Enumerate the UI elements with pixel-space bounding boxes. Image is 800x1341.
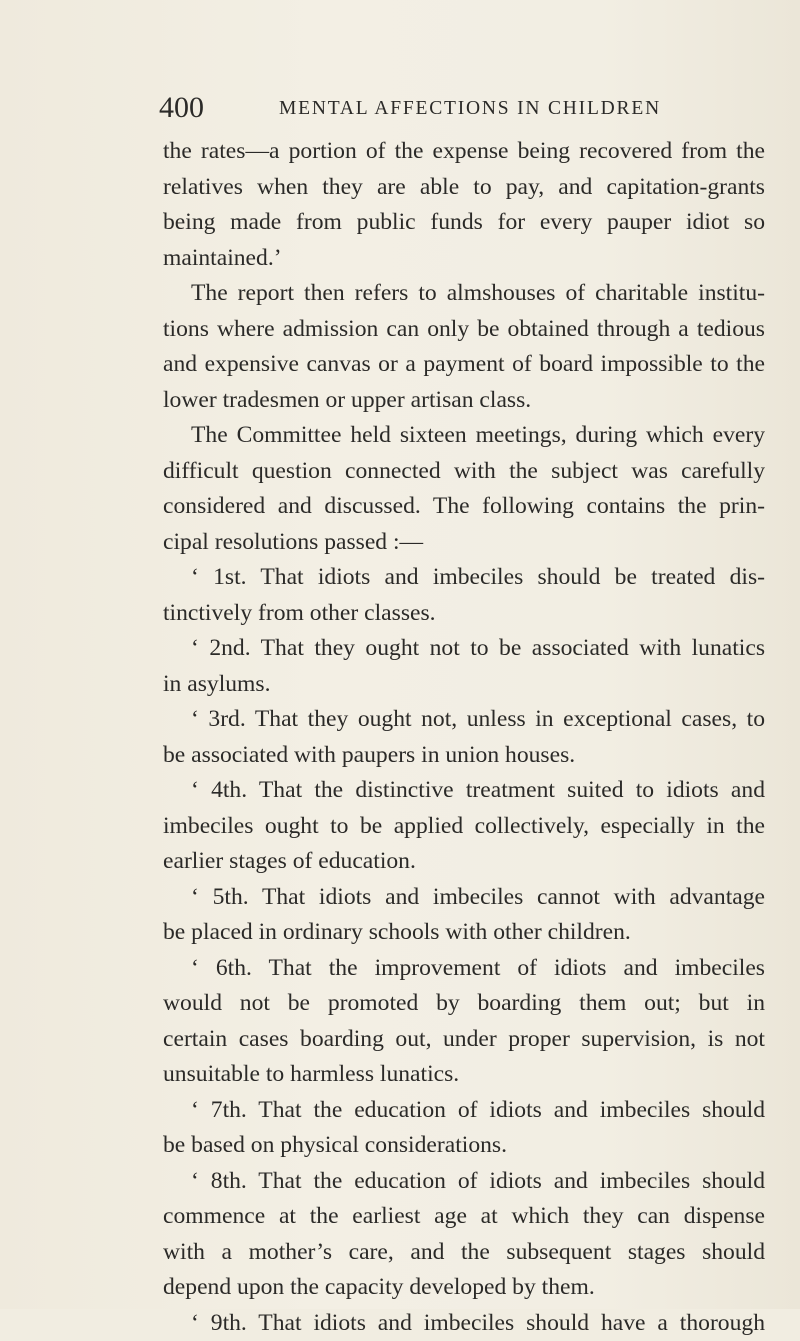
text-line: commence at the earliest age at which they can dispense (163, 1199, 765, 1235)
text-line: ‘ 1st. That idiots and imbeciles should be treated dis- (163, 560, 765, 596)
text-line: The report then refers to almshouses of charitable institu- (163, 276, 765, 312)
text-line: be associated with paupers in union houses. (163, 738, 765, 774)
text-line: difficult question connected with the subject was carefully (163, 454, 765, 490)
text-line: ‘ 3rd. That they ought not, unless in exceptional cases, to (163, 702, 765, 738)
text-line: tions where admission can only be obtained through a tedious (163, 312, 765, 348)
text-line: unsuitable to harmless lunatics. (163, 1057, 765, 1093)
text-line: The Committee held sixteen meetings, during which every (163, 418, 765, 454)
text-line: with a mother’s care, and the subsequent stages should (163, 1235, 765, 1271)
text-line: ‘ 4th. That the distinctive treatment suited to idiots and (163, 773, 765, 809)
text-line: in asylums. (163, 667, 765, 703)
text-line: and expensive canvas or a payment of board impossible to the (163, 347, 765, 383)
text-line: cipal resolutions passed :— (163, 525, 765, 561)
text-line: be placed in ordinary schools with other children. (163, 915, 765, 951)
page-header (159, 88, 679, 128)
text-line: considered and discussed. The following contains the prin- (163, 489, 765, 525)
text-line: certain cases boarding out, under proper supervision, is not (163, 1022, 765, 1058)
text-line: ‘ 8th. That the education of idiots and imbeciles should (163, 1164, 765, 1200)
text-line: depend upon the capacity developed by them. (163, 1270, 765, 1306)
text-line: maintained.’ (163, 241, 765, 277)
text-line: tinctively from other classes. (163, 596, 765, 632)
body-text (163, 134, 765, 1341)
text-line: be based on physical considerations. (163, 1128, 765, 1164)
text-line: ‘ 9th. That idiots and imbeciles should have a thorough (163, 1306, 765, 1341)
text-line: ‘ 6th. That the improvement of idiots and imbeciles (163, 951, 765, 987)
running-head: MENTAL AFFECTIONS IN CHILDREN (279, 94, 661, 124)
text-line: would not be promoted by boarding them out; but in (163, 986, 765, 1022)
text-line: ‘ 2nd. That they ought not to be associated with lunatics (163, 631, 765, 667)
page-number: 400 (159, 88, 204, 128)
text-line: being made from public funds for every pauper idiot so (163, 205, 765, 241)
text-line: ‘ 7th. That the education of idiots and imbeciles should (163, 1093, 765, 1129)
text-line: lower tradesmen or upper artisan class. (163, 383, 765, 419)
text-line: the rates—a portion of the expense being recovered from the (163, 134, 765, 170)
text-line: imbeciles ought to be applied collectively, especially in the (163, 809, 765, 845)
text-line: ‘ 5th. That idiots and imbeciles cannot with advantage (163, 880, 765, 916)
text-line: earlier stages of education. (163, 844, 765, 880)
text-line: relatives when they are able to pay, and capitation-grants (163, 170, 765, 206)
